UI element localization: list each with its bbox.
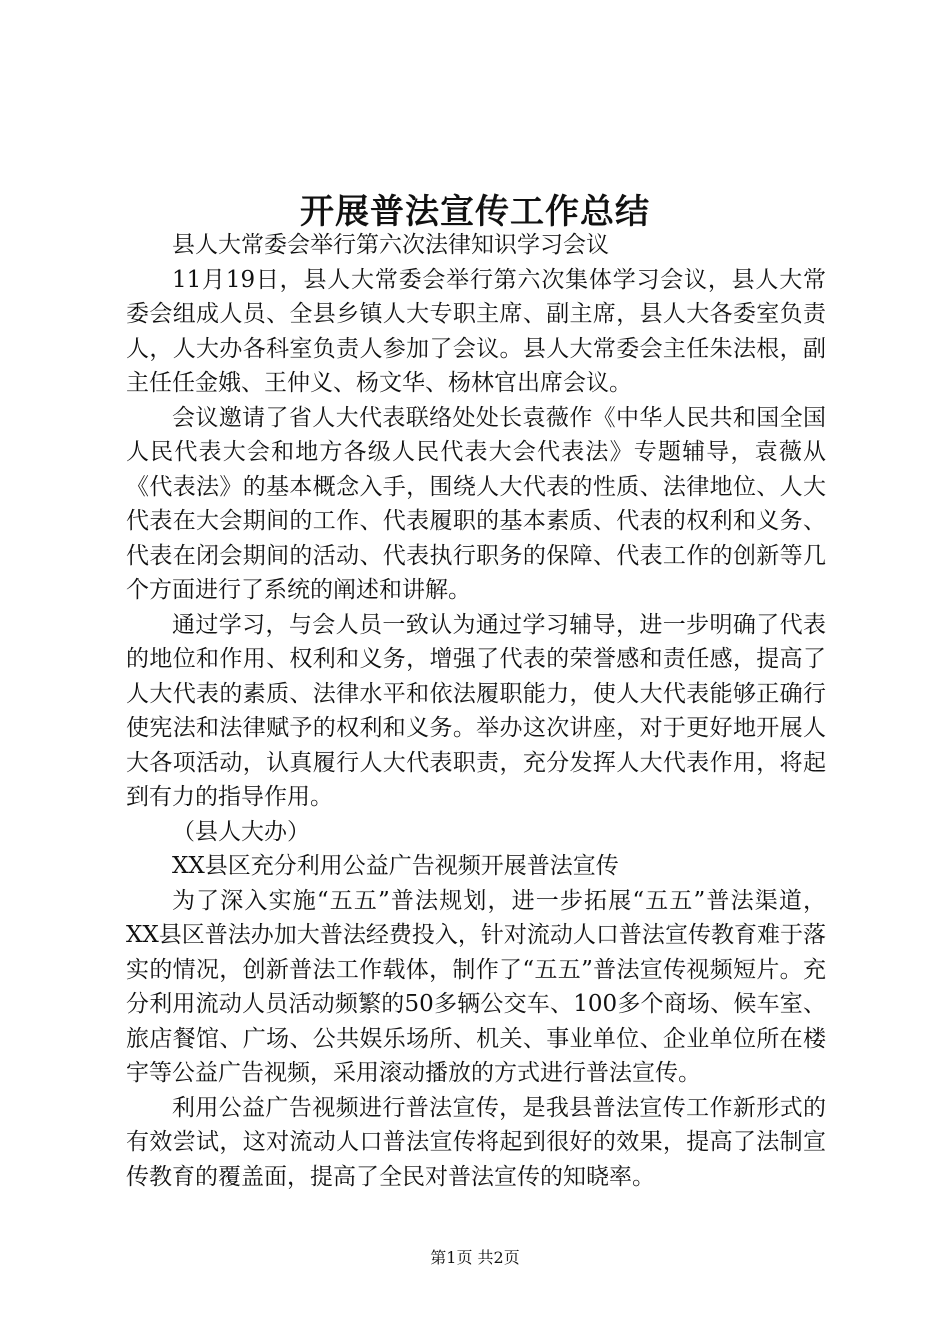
page-footer: 第1页 共2页 [430,1248,520,1267]
document-title: 开展普法宣传工作总结 [300,192,650,232]
paragraph-4: 为了深入实施“五五”普法规划，进一步拓展“五五”普法渠道，XX县区普法办加大普法经费投入，针对流动人口普法宣传教育难于落实的情况，创新普法工作载体，制作了“五五”普法宣传视频短片。充分利用流动人员活动频繁的50多辆公交车、100多个商场、候车室、旅店餐馆、广场、公共娱乐场所、机关、事业单位、企业单位所在楼宇等公益广告视频，采用滚动播放的方式进行普法宣传。 [126,887,826,1086]
paragraph-1: 11月19日，县人大常委会举行第六次集体学习会议，县人大常委会组成人员、全县乡镇人大专职主席、副主席，县人大各委室负责人，人大办各科室负责人参加了会议。县人大常委会主任朱法根，副主任任金娥、王仲义、杨文华、杨林官出席会议。 [126,266,826,396]
source-note: （县人大办） [172,818,310,845]
paragraph-2: 会议邀请了省人大代表联络处处长袁薇作《中华人民共和国全国人民代表大会和地方各级人民代表大会代表法》专题辅导，袁薇从《代表法》的基本概念入手，围绕人大代表的性质、法律地位、人大代表在大会期间的工作、代表履职的基本素质、代表的权利和义务、代表在闭会期间的活动、代表执行职务的保障、代表工作的创新等几个方面进行了系统的阐述和讲解。 [126,404,826,603]
section-heading-2: XX县区充分利用公益广告视频开展普法宣传 [172,853,619,879]
paragraph-3: 通过学习，与会人员一致认为通过学习辅导，进一步明确了代表的地位和作用、权利和义务，增强了代表的荣誉感和责任感，提高了人大代表的素质、法律水平和依法履职能力，使人大代表能够正确行使宪法和法律赋予的权利和义务。举办这次讲座，对于更好地开展人大各项活动，认真履行人大代表职责，充分发挥人大代表作用，将起到有力的指导作用。 [126,611,826,810]
section-heading-1: 县人大常委会举行第六次法律知识学习会议 [172,232,609,258]
document-body [126,228,826,1194]
paragraph-5: 利用公益广告视频进行普法宣传，是我县普法宣传工作新形式的有效尝试，这对流动人口普法宣传将起到很好的效果，提高了法制宣传教育的覆盖面，提高了全民对普法宣传的知晓率。 [126,1094,826,1190]
